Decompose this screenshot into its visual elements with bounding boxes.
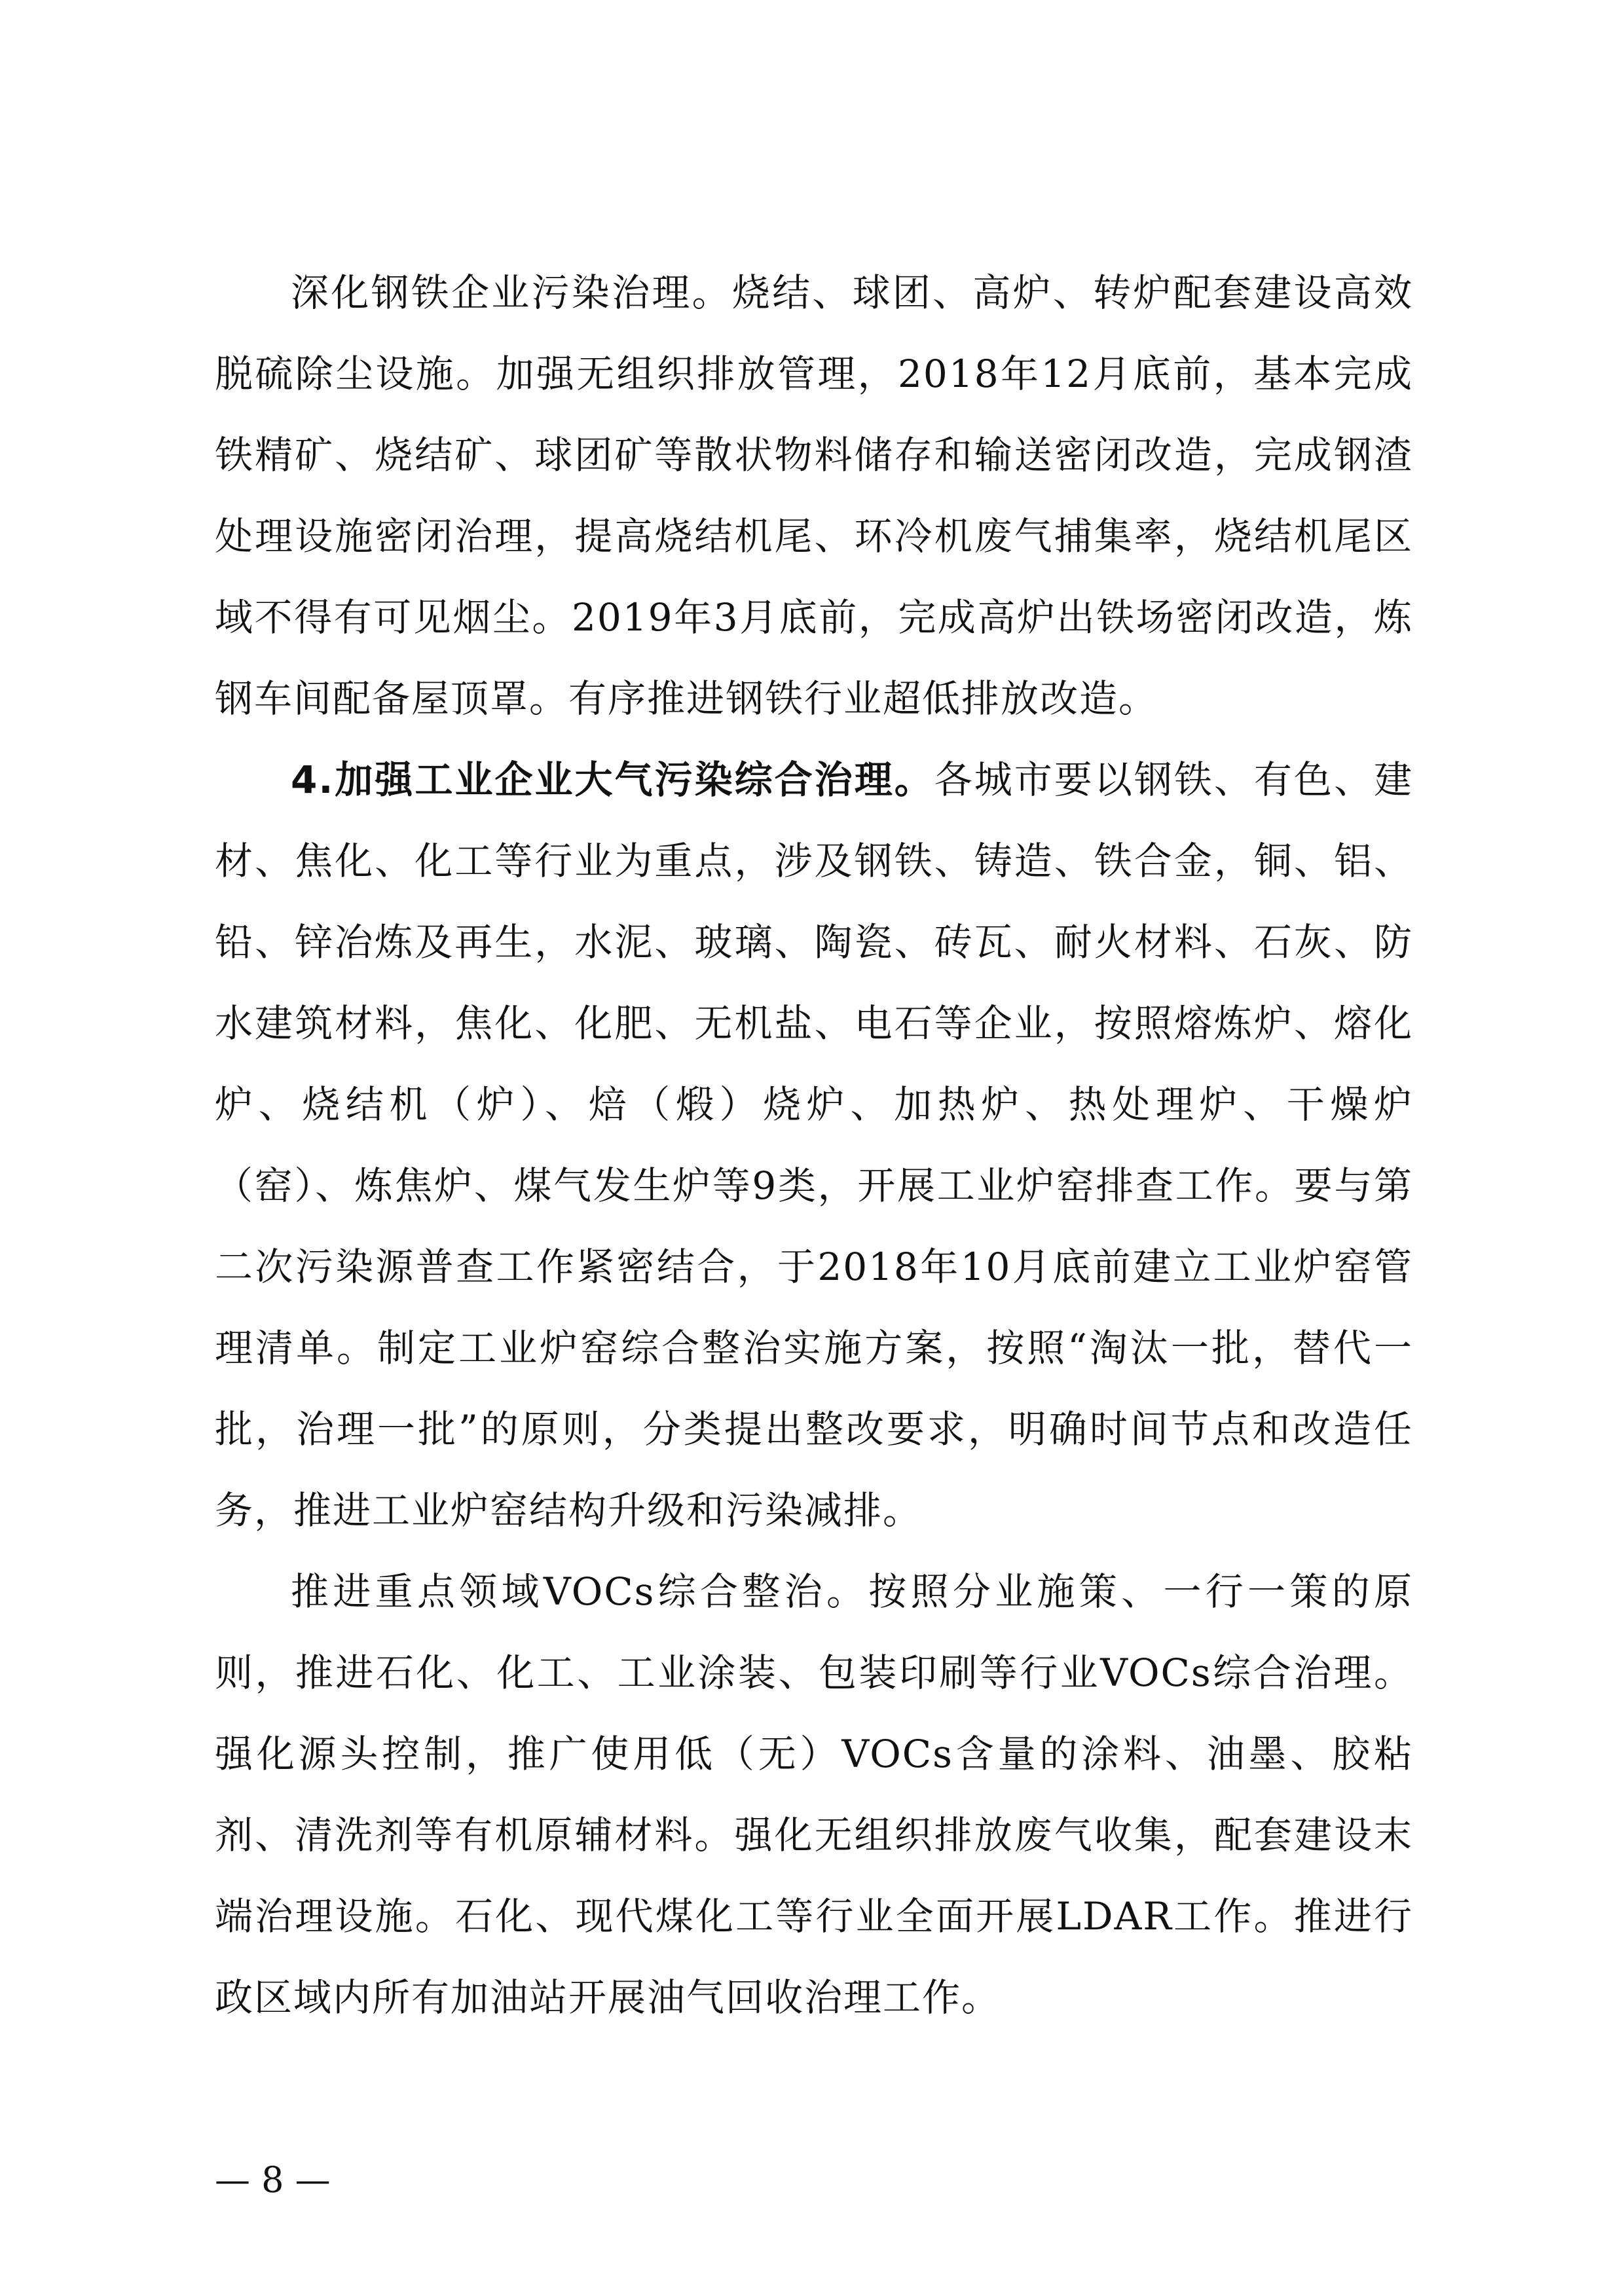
page-number: — 8 —: [215, 2159, 331, 2200]
paragraph-text: 各城市要以钢铁、有色、建材、焦化、化工等行业为重点，涉及钢铁、铸造、铁合金，铜、铝、铅、锌冶炼及再生，水泥、玻璃、陶瓷、砖瓦、耐火材料、石灰、防水建筑材料，焦化、化肥、无机盐、电石等企业，按照熔炼炉、熔化炉、烧结机（炉）、焙（煅）烧炉、加热炉、热处理炉、干燥炉（窑）、炼焦炉、煤气发生炉等9类，开展工业炉窑排查工作。要与第二次污染源普查工作紧密结合，于2018年10月底前建立工业炉窑管理清单。制定工业炉窑综合整治实施方案，按照“淘汰一批，替代一批，治理一批”的原则，分类提出整改要求，明确时间节点和改造任务，推进工业炉窑结构升级和污染减排。: [215, 757, 1413, 1533]
paragraph-text: 深化钢铁企业污染治理。烧结、球团、高炉、转炉配套建设高效脱硫除尘设施。加强无组织排放管理，2018年12月底前，基本完成铁精矿、烧结矿、球团矿等散状物料储存和输送密闭改造，完成钢渣处理设施密闭治理，提高烧结机尾、环冷机废气捕集率，烧结机尾区域不得有可见烟尘。2019年3月底前，完成高炉出铁场密闭改造，炼钢车间配备屋顶罩。有序推进钢铁行业超低排放改造。: [215, 270, 1413, 721]
paragraph-heading: 4.加强工业企业大气污染综合治理。: [291, 757, 934, 802]
body-text: [215, 252, 1413, 2038]
paragraph-text: 推进重点领域VOCs综合整治。按照分业施策、一行一策的原则，推进石化、化工、工业涂装、包装印刷等行业VOCs综合治理。强化源头控制，推广使用低（无）VOCs含量的涂料、油墨、胶粘剂、清洗剂等有机原辅材料。强化无组织排放废气收集，配套建设末端治理设施。石化、现代煤化工等行业全面开展LDAR工作。推进行政区域内所有加油站开展油气回收治理工作。: [215, 1569, 1413, 2020]
paragraph-steel-pollution: [215, 252, 1413, 739]
paragraph-industrial-pollution: [215, 739, 1413, 1551]
paragraph-vocs: [215, 1551, 1413, 2038]
